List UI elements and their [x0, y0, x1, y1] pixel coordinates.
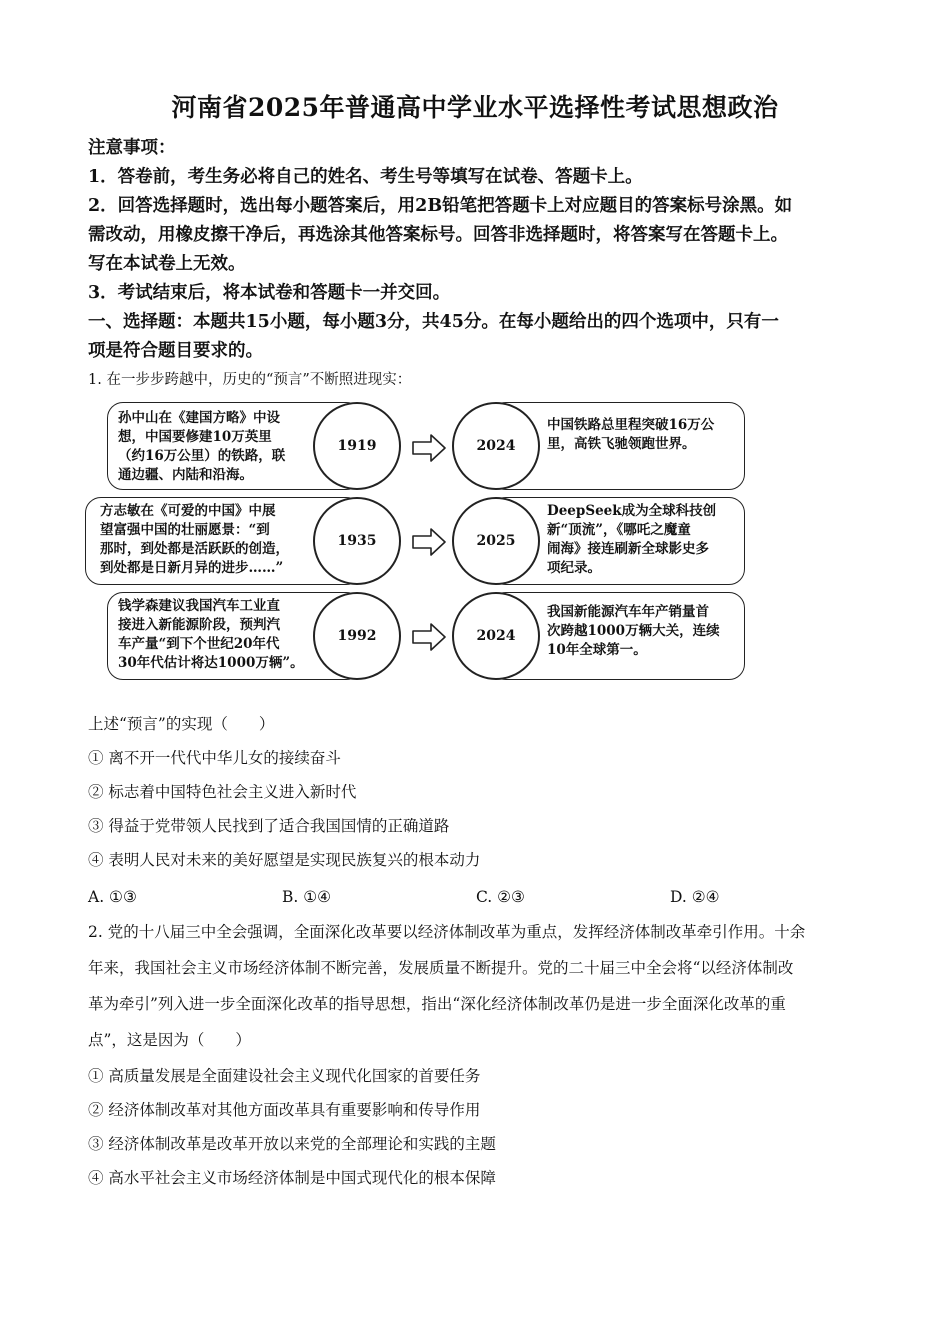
right-arrow-icon — [412, 433, 446, 463]
q1-question: 上述“预言”的实现（ ） — [88, 715, 275, 733]
year-circle-2025: 2025 — [452, 497, 540, 585]
q1-option-b[interactable]: B. ①④ — [282, 888, 332, 906]
q2-item-2: ② 经济体制改革对其他方面改革具有重要影响和传导作用 — [88, 1101, 481, 1119]
prophecy-text-3: 钱学森建议我国汽车工业直 接进入新能源阶段，预判汽 车产量“到下个世纪20年代 30年代估计将达1000万辆”。 — [118, 598, 304, 671]
q1-options — [88, 880, 868, 914]
notice-heading: 注意事项： — [88, 138, 176, 158]
q1-option-c[interactable]: C. ②③ — [476, 888, 525, 906]
right-arrow-icon — [412, 527, 446, 557]
year-circle-1935: 1935 — [313, 497, 401, 585]
q2-stem-line-3: 革为牵引”列入进一步全面深化改革的指导思想，指出“深化经济体制改革仍是进一步全面深化改革的重 — [88, 995, 786, 1013]
year-circle-2024: 2024 — [452, 592, 540, 680]
q2-item-1: ① 高质量发展是全面建设社会主义现代化国家的首要任务 — [88, 1067, 481, 1085]
right-arrow-icon — [412, 622, 446, 652]
q1-item-1: ① 离不开一代代中华儿女的接续奋斗 — [88, 749, 341, 767]
notice-item-2-line-3: 写在本试卷上无效。 — [88, 254, 246, 274]
section-heading-line-2: 项是符合题目要求的。 — [88, 341, 263, 361]
q1-stem: 1. 在一步步跨越中，历史的“预言”不断照进现实： — [88, 372, 412, 388]
q2-item-3: ③ 经济体制改革是改革开放以来党的全部理论和实践的主题 — [88, 1135, 496, 1153]
section-heading-line-1: 一、选择题：本题共15小题，每小题3分，共45分。在每小题给出的四个选项中，只有一 — [88, 312, 779, 332]
year-circle-1919: 1919 — [313, 402, 401, 490]
q1-option-d[interactable]: D. ②④ — [670, 888, 720, 906]
q1-item-2: ② 标志着中国特色社会主义进入新时代 — [88, 783, 357, 801]
q1-item-3: ③ 得益于党带领人民找到了适合我国国情的正确道路 — [88, 817, 450, 835]
q2-stem-line-1: 2. 党的十八届三中全会强调，全面深化改革要以经济体制改革为重点，发挥经济体制改革牵引作用。十余 — [88, 923, 806, 941]
notice-item-2-line-1: 2．回答选择题时，选出每小题答案后，用2B铅笔把答题卡上对应题目的答案标号涂黑。如 — [88, 196, 793, 216]
reality-text-3: 我国新能源汽车年产销量首 次跨越1000万辆大关，连续 10年全球第一。 — [547, 604, 720, 658]
reality-text-1: 中国铁路总里程突破16万公 里，高铁飞驰领跑世界。 — [547, 417, 715, 452]
q2-stem-line-2: 年来，我国社会主义市场经济体制不断完善，发展质量不断提升。党的二十届三中全会将“以经济体制改 — [88, 959, 794, 977]
year-circle-1992: 1992 — [313, 592, 401, 680]
q2-item-4: ④ 高水平社会主义市场经济体制是中国式现代化的根本保障 — [88, 1169, 496, 1187]
q1-item-4: ④ 表明人民对未来的美好愿望是实现民族复兴的根本动力 — [88, 851, 481, 869]
notice-item-3: 3．考试结束后，将本试卷和答题卡一并交回。 — [88, 283, 451, 303]
prophecy-text-1: 孙中山在《建国方略》中设 想，中国要修建10万英里 （约16万公里）的铁路，联 通边疆、内陆和沿海。 — [118, 410, 286, 483]
prophecy-text-2: 方志敏在《可爱的中国》中展 望富强中国的壮丽愿景：“到 那时，到处都是活跃跃的创造， 到处都是日新月异的进步……” — [100, 503, 289, 576]
notice-item-2-line-2: 需改动，用橡皮擦干净后，再选涂其他答案标号。回答非选择题时，将答案写在答题卡上。 — [88, 225, 788, 245]
reality-text-2: DeepSeek成为全球科技创 新“顶流”，《哪吒之魔童 闹海》接连刷新全球影史多 项纪录。 — [547, 503, 717, 576]
prophecy-diagram — [85, 396, 750, 686]
q2-stem-line-4: 点”，这是因为（ ） — [88, 1031, 251, 1049]
notice-item-1: 1．答卷前，考生务必将自己的姓名、考生号等填写在试卷、答题卡上。 — [88, 167, 643, 187]
exam-title: 河南省2025年普通高中学业水平选择性考试思想政治 — [171, 93, 779, 122]
year-circle-2024: 2024 — [452, 402, 540, 490]
q1-option-a[interactable]: A. ①③ — [88, 888, 137, 906]
